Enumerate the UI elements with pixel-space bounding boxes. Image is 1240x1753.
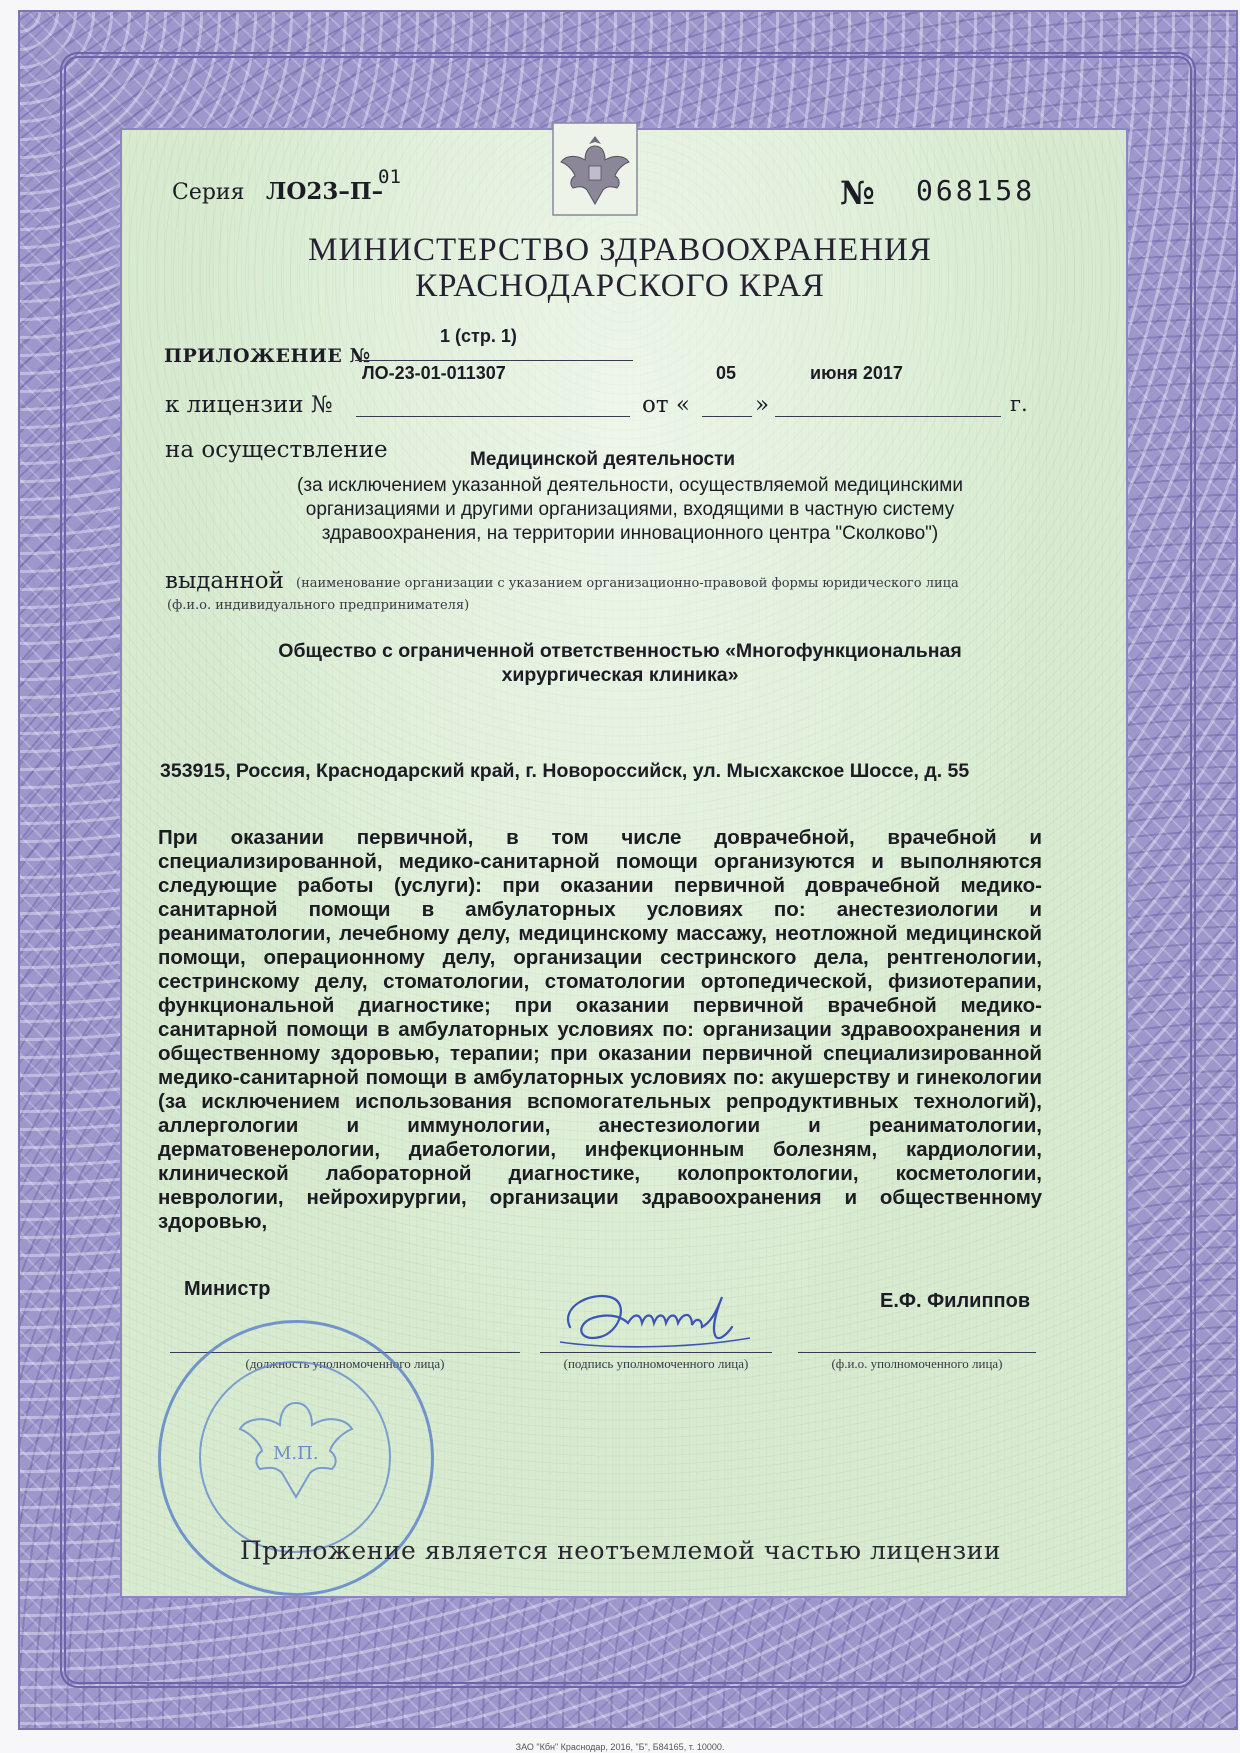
signatory-name: Е.Ф. Филиппов <box>880 1290 1031 1312</box>
license-date-underline <box>775 416 1001 417</box>
number-value: 068158 <box>916 174 1036 207</box>
issued-label: выданной <box>165 568 284 594</box>
organization-name: Общество с ограниченной ответственностью «Многофункциональная хирургическая клиника» <box>278 640 962 686</box>
ministry-title-line2: КРАСНОДАРСКОГО КРАЯ <box>415 268 825 304</box>
activity-title: Медицинской деятельности <box>470 449 736 470</box>
caption-signature: (подпись уполномоченного лица) <box>563 1356 749 1371</box>
activity-label: на осуществление <box>165 437 388 463</box>
caption-position: (должность уполномоченного лица) <box>245 1356 445 1371</box>
series-label: Серия <box>172 180 245 205</box>
license-number: ЛО-23-01-011307 <box>362 363 506 383</box>
license-from-label: от « <box>642 392 690 418</box>
series-value: ЛО23–П– <box>266 178 384 205</box>
license-month-year: июня 2017 <box>810 363 903 383</box>
license-day: 05 <box>716 363 737 383</box>
series-suffix: 01 <box>378 166 401 188</box>
bottom-note: Приложение является неотъемлемой частью лицензии <box>240 1536 1001 1565</box>
ministry-title-line1: МИНИСТЕРСТВО ЗДРАВООХРАНЕНИЯ <box>308 232 932 268</box>
license-number-underline <box>356 416 630 417</box>
caption-name: (ф.и.о. уполномоченного лица) <box>831 1356 1003 1371</box>
license-year-suffix: г. <box>1010 392 1028 416</box>
organization-address: 353915, Россия, Краснодарский край, г. Новороссийск, ул. Мысхакское Шоссе, д. 55 <box>160 760 970 782</box>
name-underline <box>798 1352 1036 1353</box>
coat-of-arms-icon <box>552 122 638 216</box>
license-day-underline <box>702 416 752 417</box>
license-label: к лицензии № <box>165 392 333 418</box>
issued-caption-1: (наименование организации с указанием организационно-правовой формы юридического лица <box>296 576 959 591</box>
number-sign: № <box>840 174 875 212</box>
license-quote-close: » <box>755 392 770 418</box>
seal-mark: М.П. <box>273 1443 319 1464</box>
activity-note: (за исключением указанной деятельности, осуществляемой медицинскими организациями и другими организациями, входящими в частную систему здравоохранения, на территории инновационного центра "Сколково") <box>297 475 963 544</box>
appendix-value: 1 (стр. 1) <box>440 326 517 346</box>
printer-note: ЗАО "Кбн" Краснодар, 2016, "Б", Б84165, т. 10000. <box>515 1742 725 1752</box>
services-text: При оказании первичной, в том числе доврачебной, врачебной и специализированной, медико-санитарной помощи организуются и выполняются следующие работы (услуги): при оказании первичной доврачебной медико-санитарной помощи в амбулаторных условиях по: анестезиологии и реаниматологии, лечебному делу, медицинскому массажу, неотложной медицинской помощи, операционному делу, организации сестринского дела, рентгенологии, сестринскому делу, стоматологии, стоматологии ортопедической, физиотерапии, функциональной диагностике; при оказании первичной врачебной медико-санитарной помощи в амбулаторных условиях по: организации здравоохранения и общественному здоровью, терапии; при оказании первичной специализированной медико-санитарной помощи в амбулаторных условиях по: акушерству и гинекологии (за исключением использования вспомогательных репродуктивных технологий), аллергологии и иммунологии, анестезиологии и реаниматологии, дерматовенерологии, диабетологии, инфекционным болезням, кардиологии, клинической лабораторной диагностике, колопроктологии, косметологии, неврологии, нейрохирургии, организации здравоохранения и общественному здоровью, <box>158 826 1042 1233</box>
issued-caption-2: (ф.и.о. индивидуального предпринимателя) <box>167 598 470 613</box>
handwritten-signature <box>540 1282 780 1362</box>
appendix-underline <box>355 360 633 361</box>
appendix-label: ПРИЛОЖЕНИЕ № <box>164 345 371 367</box>
signatory-position: Министр <box>184 1278 271 1300</box>
